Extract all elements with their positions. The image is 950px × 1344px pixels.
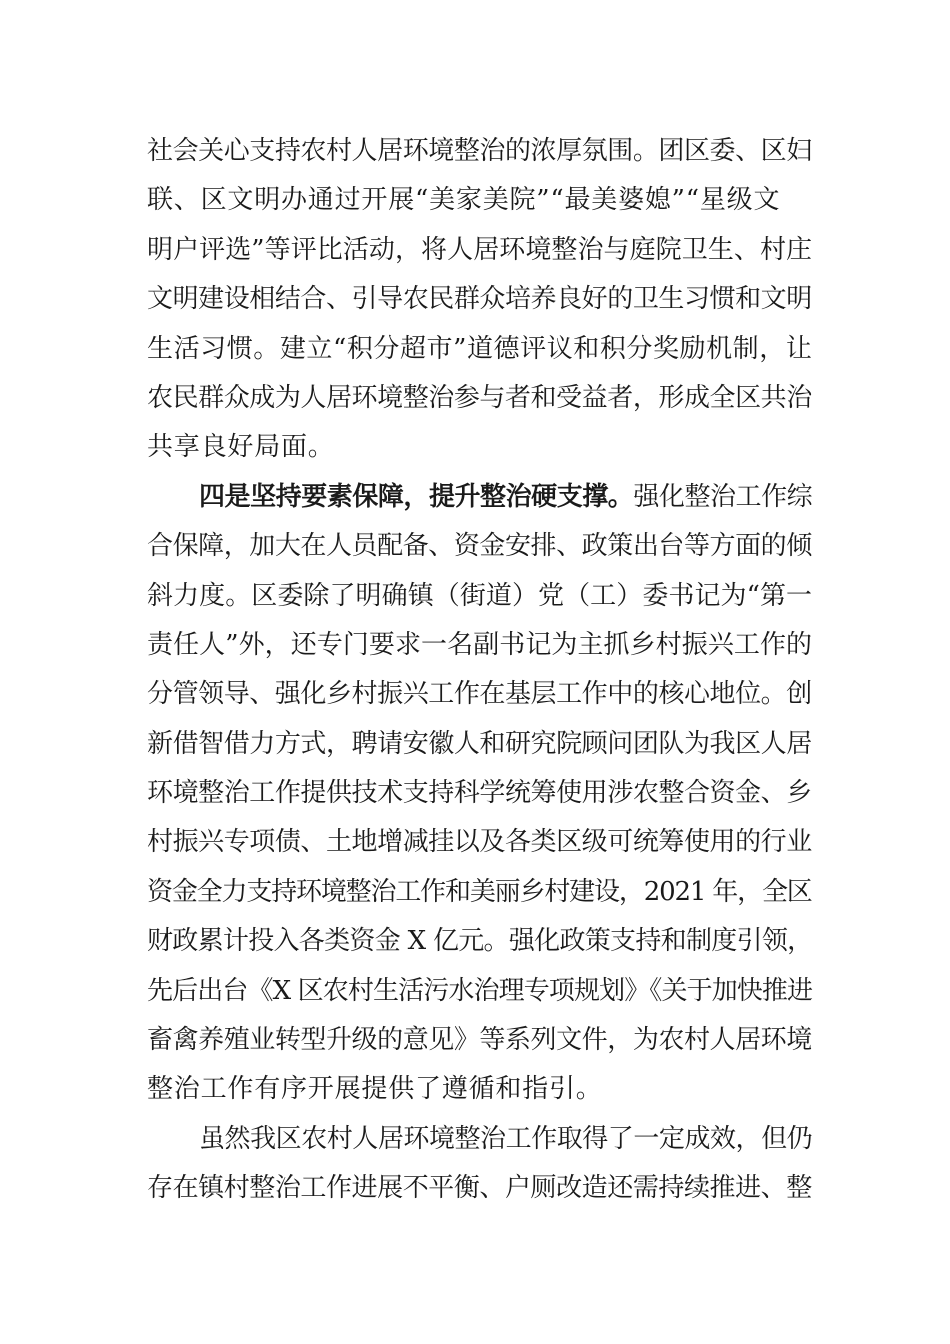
section-heading: 四是坚持要素保障，提升整治硬支撑。 <box>199 481 634 512</box>
paragraph-first-line: 虽然我区农村人居环境整治工作取得了一定成效，但仍 <box>199 1123 813 1154</box>
paragraph-line: 存在镇村整治工作进展不平衡、户厕改造还需持续推进、整 <box>147 1173 812 1204</box>
paragraph-line: 财政累计投入各类资金 X 亿元。强化政策支持和制度引领， <box>147 926 813 957</box>
paragraph-line: 整治工作有序开展提供了遵循和指引。 <box>147 1074 603 1105</box>
paragraph-line: 联、区文明办通过开展“美家美院”“最美婆媳”“星级文 <box>147 185 781 216</box>
paragraph-text: 强化整治工作综 <box>633 481 813 512</box>
paragraph-line: 分管领导、强化乡村振兴工作在基层工作中的核心地位。创 <box>147 679 812 710</box>
paragraph-line: 共享良好局面。 <box>147 432 335 463</box>
paragraph-line: 农民群众成为人居环境整治参与者和受益者，形成全区共治 <box>147 382 812 413</box>
paragraph-line: 新借智借力方式，聘请安徽人和研究院顾问团队为我区人居 <box>147 728 812 759</box>
paragraph-line: 社会关心支持农村人居环境整治的浓厚氛围。团区委、区妇 <box>147 136 812 166</box>
document-body <box>147 127 812 1214</box>
paragraph-line: 畜禽养殖业转型升级的意见》等系列文件，为农村人居环境 <box>147 1025 812 1056</box>
paragraph-line: 生活习惯。建立“积分超市”道德评议和积分奖励机制，让 <box>147 333 813 364</box>
paragraph-line: 资金全力支持环境整治工作和美丽乡村建设，2021 年，全区 <box>147 876 812 907</box>
paragraph-line: 明户评选”等评比活动，将人居环境整治与庭院卫生、村庄 <box>147 234 813 265</box>
paragraph-line: 责任人”外，还专门要求一名副书记为主抓乡村振兴工作的 <box>147 629 813 660</box>
paragraph-line: 文明建设相结合、引导农民群众培养良好的卫生习惯和文明 <box>147 284 812 315</box>
paragraph-line: 村振兴专项债、土地增减挂以及各类区级可统筹使用的行业 <box>147 827 812 858</box>
paragraph-line: 先后出台《X 区农村生活污水治理专项规划》《关于加快推进 <box>147 975 813 1006</box>
paragraph-first-line <box>147 473 812 522</box>
paragraph-line: 斜力度。区委除了明确镇（街道）党（工）委书记为“第一 <box>147 580 813 611</box>
paragraph-line: 合保障，加大在人员配备、资金安排、政策出台等方面的倾 <box>147 531 812 562</box>
paragraph-line: 环境整治工作提供技术支持科学统筹使用涉农整合资金、乡 <box>147 778 812 809</box>
